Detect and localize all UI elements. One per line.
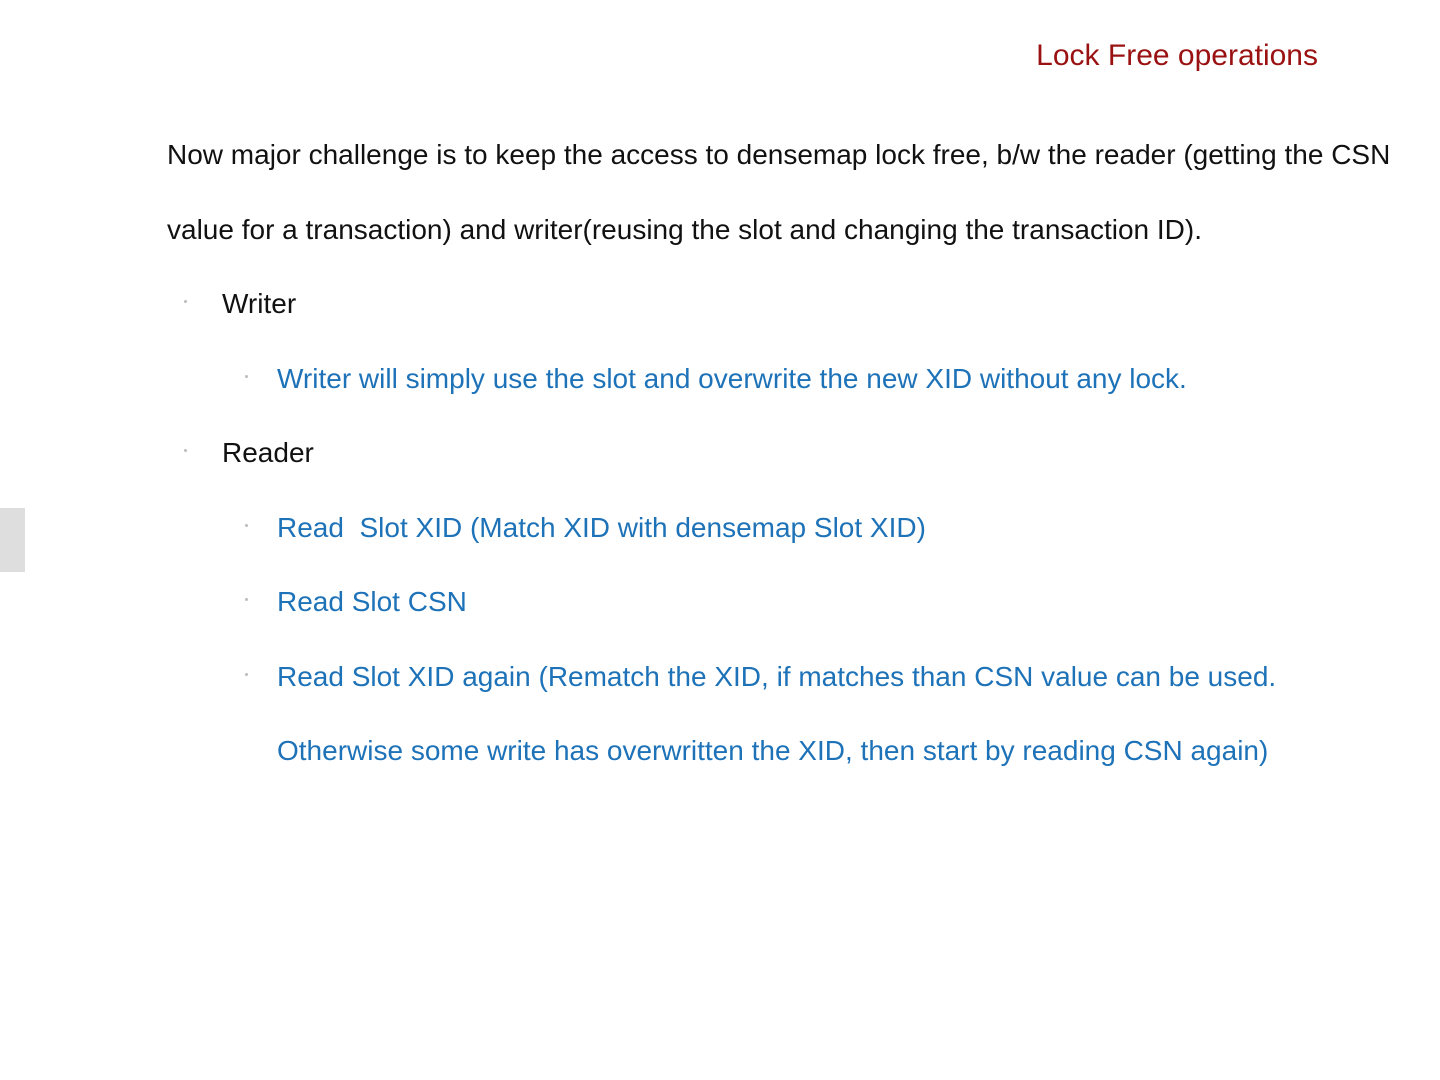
- bullet-dot-icon: [245, 673, 248, 676]
- bullet-dot-icon: [184, 449, 187, 452]
- bullet-reader: [167, 416, 1407, 491]
- sub-bullet-reader-step: [167, 565, 1407, 640]
- sub-bullet-reader-step: [167, 640, 1407, 789]
- side-scroll-tab[interactable]: [0, 508, 25, 572]
- intro-paragraph: Now major challenge is to keep the access to densemap lock free, b/w the reader (getting the CSN value for a transaction) and writer(reusing the slot and changing the transaction ID).: [167, 139, 1391, 245]
- bullet-dot-icon: [245, 524, 248, 527]
- reader-step-text: Read Slot XID again (Rematch the XID, if matches than CSN value can be used. Otherwise some write has overwritten the XID, then start by reading CSN again): [277, 660, 1277, 766]
- slide-title: Lock Free operations: [1036, 39, 1318, 72]
- writer-step-text: Writer will simply use the slot and overwrite the new XID without any lock.: [277, 362, 1187, 394]
- sub-bullet-writer-step: [167, 342, 1407, 417]
- bullet-writer: [167, 267, 1407, 342]
- reader-step-text: Read Slot XID (Match XID with densemap Slot XID): [277, 511, 926, 543]
- slide-body: [167, 118, 1407, 789]
- bullet-writer-label: Writer: [222, 288, 297, 319]
- reader-step-text: Read Slot CSN: [277, 586, 467, 617]
- bullet-dot-icon: [245, 375, 248, 378]
- bullet-dot-icon: [245, 598, 248, 601]
- bullet-dot-icon: [184, 300, 187, 303]
- bullet-reader-label: Reader: [222, 437, 314, 468]
- sub-bullet-reader-step: [167, 491, 1407, 566]
